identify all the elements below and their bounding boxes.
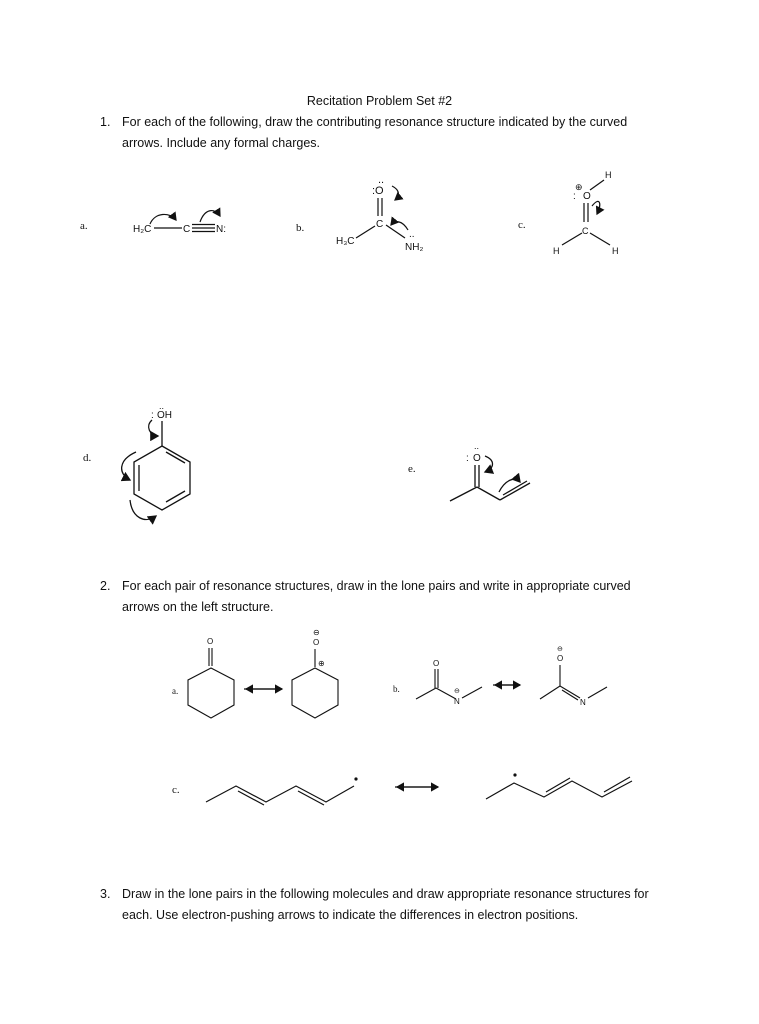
q1a-h2c: H₂C [133,224,152,235]
question-3-line-1: Draw in the lone pairs in the following molecules and draw appropriate resonance structures for [122,887,649,901]
q1a-structure [133,211,226,235]
q1a-c: C [183,224,191,235]
q2c-left-structure [206,778,357,805]
q1c-o-lone-pair: : [573,191,576,202]
q2-label-c: c. [172,784,180,796]
q1-label-c: c. [518,219,526,231]
q1c-o: O [583,191,591,202]
q1c-arrow [592,201,600,214]
q1b-structure [336,174,423,253]
page-title: Recitation Problem Set #2 [306,94,453,108]
q1b-o: :O [372,185,384,197]
q2b-left-structure [416,659,482,706]
q2c-right-structure [486,774,632,799]
question-2-number: 2. [100,579,111,593]
q1c-h-left: H [553,246,560,256]
q1d-arrow-1 [149,420,158,436]
q2c-right-radical [514,774,516,776]
q1d-oh: OH [157,410,172,421]
question-3-line-2: each. Use electron-pushing arrows to indicate the differences in electron positions. [122,908,579,922]
q2a-right-structure [292,628,338,718]
question-1-number: 1. [100,115,111,129]
q1c-c: C [582,226,589,236]
q2a-right-ring [292,668,338,718]
q2b-o-left: O [433,659,440,668]
q1e-o: O [473,453,481,464]
q1a-arrow-2 [200,211,220,222]
q1c-plus: ⊕ [575,182,583,192]
q2a-o-right: O [313,638,320,647]
question-1-line-2: arrows. Include any formal charges. [122,136,321,150]
question-2-line-2: arrows on the left structure. [122,600,274,614]
q1e-arrow-1 [485,456,493,472]
q2-label-b: b. [393,684,400,694]
q1b-n-lone-pair: .. [409,229,415,240]
q2a-plus: ⊕ [318,659,325,668]
q2a-minus: ⊖ [313,628,320,637]
q1c-structure [553,170,619,256]
question-1-line-1: For each of the following, draw the contributing resonance structure indicated by the curved [122,115,628,129]
q1b-h3c: H₃C [336,236,355,247]
q2a-left-ring [188,668,234,718]
q2a-o-left: O [207,637,214,646]
q1c-h-top: H [605,170,612,180]
q1d-arrow-3 [130,500,156,519]
q2c-left-radical [355,778,357,780]
q1e-o-lone-pair-left: : [466,453,469,464]
q1b-arrow-1 [392,186,398,200]
q1a-arrow-1 [150,214,176,224]
q1d-structure [122,401,190,519]
q1d-o-lone-pair: : [151,410,154,421]
q1b-nh2: NH₂ [405,242,424,253]
question-3-number: 3. [100,887,111,901]
q1b-c: C [376,219,384,230]
q2b-o-right: O [557,654,564,663]
q1-label-b: b. [296,222,305,234]
question-2-line-1: For each pair of resonance structures, draw in the lone pairs and write in appropriate curved [122,579,631,593]
q2-label-a: a. [172,686,179,696]
q2b-n-left: N [454,697,460,706]
q1d-o-lone-pair-top: .. [159,401,165,411]
q2b-minus-right: ⊖ [557,646,563,653]
q1-label-e: e. [408,463,416,475]
q2a-left-structure [188,637,234,718]
q2b-right-structure [540,646,607,707]
q1-label-d: d. [83,452,92,464]
q1a-n: N: [216,224,226,235]
q2b-minus-left: ⊖ [454,688,460,695]
q1e-structure [450,441,530,501]
q1d-benzene-ring [134,446,190,510]
q1c-h-right: H [612,246,619,256]
q1b-o-lone-pair: .. [378,174,385,186]
q1-label-a: a. [80,220,88,232]
q1b-arrow-2 [391,222,408,230]
q2b-n-right: N [580,698,586,707]
q1e-o-lone-pair-top: .. [474,441,480,451]
